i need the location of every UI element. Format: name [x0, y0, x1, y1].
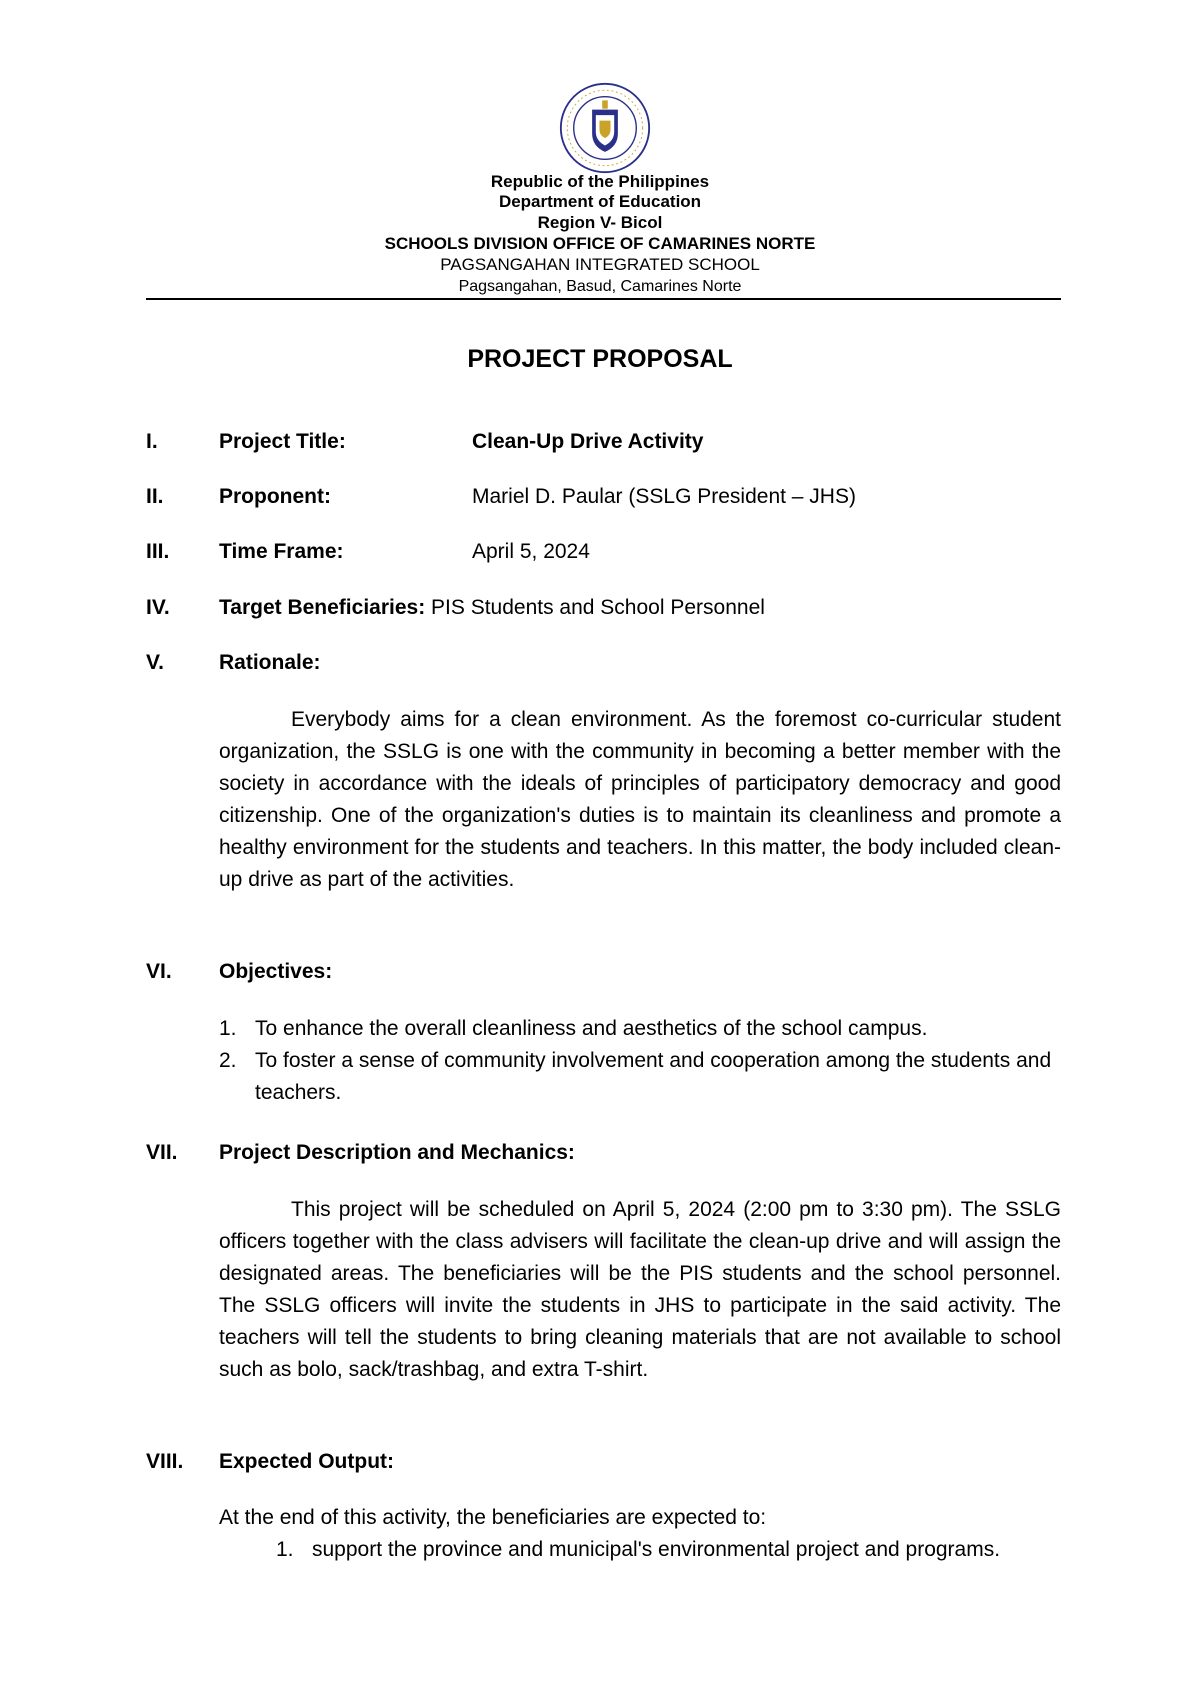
- objectives-list: [219, 1013, 1061, 1109]
- section-label: Project Title:: [219, 430, 346, 453]
- header-division: SCHOOLS DIVISION OFFICE OF CAMARINES NORTE: [384, 234, 816, 253]
- section-number: IV.: [146, 596, 170, 619]
- project-title-value: Clean-Up Drive Activity: [472, 430, 704, 453]
- section-label: Project Description and Mechanics:: [219, 1141, 575, 1164]
- list-item: [219, 1045, 1061, 1109]
- section-label: Proponent:: [219, 485, 331, 508]
- target-beneficiaries-value: PIS Students and School Personnel: [425, 596, 765, 619]
- section-number: V.: [146, 651, 164, 674]
- list-number: 1.: [219, 1017, 237, 1040]
- section-number: III.: [146, 540, 170, 563]
- list-item: [276, 1534, 1061, 1566]
- section-label: Objectives:: [219, 960, 333, 983]
- list-number: 2.: [219, 1049, 237, 1072]
- expected-output-intro: At the end of this activity, the beneficiaries are expected to:: [219, 1506, 767, 1529]
- header-school-name: PAGSANGAHAN INTEGRATED SCHOOL: [440, 255, 760, 274]
- list-item: [219, 1013, 1061, 1045]
- header-republic: Republic of the Philippines: [490, 172, 710, 191]
- rationale-paragraph: Everybody aims for a clean environment. As the foremost co-curricular student organization, the SSLG is one with the community in becoming a better member with the society in accordance with the ideals of principles of participatory democracy and good citizenship. One of the organization's duties is to maintain its cleanliness and promote a healthy environment for the students and teachers. In this matter, the body included clean-up drive as part of the activities.: [219, 708, 1061, 891]
- header-school-address: Pagsangahan, Basud, Camarines Norte: [458, 278, 742, 295]
- proponent-value: Mariel D. Paular (SSLG President – JHS): [472, 485, 856, 508]
- target-beneficiaries-line: [219, 594, 765, 622]
- section-label: Time Frame:: [219, 540, 344, 563]
- section-label: Rationale:: [219, 651, 321, 674]
- time-frame-value: April 5, 2024: [472, 540, 590, 563]
- header-divider: [146, 298, 1061, 300]
- section-label: Expected Output:: [219, 1450, 395, 1473]
- section-number: II.: [146, 485, 164, 508]
- section-number: I.: [146, 430, 158, 453]
- list-text: support the province and municipal's environmental project and programs.: [312, 1538, 1001, 1561]
- section-number: VII.: [146, 1141, 178, 1164]
- expected-output-list: [276, 1534, 1061, 1566]
- list-text: To foster a sense of community involvement and cooperation among the students and teachers.: [255, 1049, 1052, 1104]
- document-title: PROJECT PROPOSAL: [467, 345, 733, 373]
- section-label: Target Beneficiaries:: [219, 596, 426, 619]
- list-text: To enhance the overall cleanliness and aesthetics of the school campus.: [255, 1017, 928, 1040]
- section-number: VIII.: [146, 1450, 184, 1473]
- deped-seal-logo: [559, 82, 651, 174]
- header-department: Department of Education: [498, 192, 702, 211]
- header-region: Region V- Bicol: [537, 213, 663, 232]
- section-number: VI.: [146, 960, 172, 983]
- list-number: 1.: [276, 1538, 294, 1561]
- description-paragraph: This project will be scheduled on April 5, 2024 (2:00 pm to 3:30 pm). The SSLG officers together with the class advisers will facilitate the clean-up drive and will assign the designated areas. The beneficiaries will be the PIS students and the school personnel. The SSLG officers will invite the students in JHS to participate in the said activity. The teachers will tell the students to bring cleaning materials that are not available to school such as bolo, sack/trashbag, and extra T-shirt.: [219, 1198, 1061, 1381]
